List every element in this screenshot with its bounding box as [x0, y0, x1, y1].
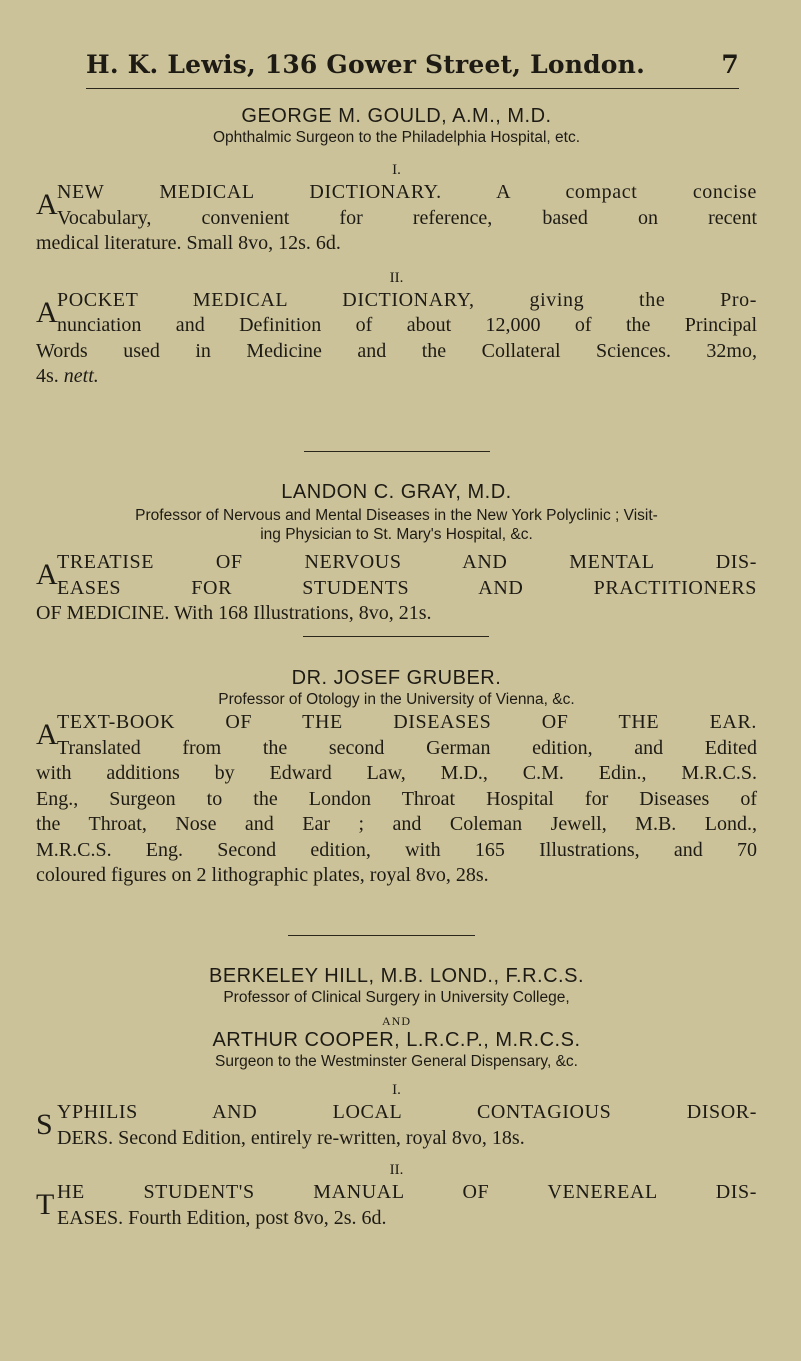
entry-line: TREATISE OF NERVOUS AND MENTAL DIS-: [57, 551, 757, 573]
author-name: DR. JOSEF GRUBER.: [291, 667, 502, 689]
entry-line: TEXT-BOOK OF THE DISEASES OF THE EAR.: [57, 711, 757, 733]
entry-number: I.: [392, 1082, 401, 1098]
section-gray: [36, 480, 757, 627]
entry-line: EASES. Fourth Edition, post 8vo, 2s. 6d.: [57, 1206, 387, 1229]
entry-line: medical literature. Small 8vo, 12s. 6d.: [36, 232, 341, 254]
author-name: LANDON C. GRAY, M.D.: [281, 481, 512, 503]
drop-cap: T: [36, 1188, 55, 1221]
author-name: GEORGE M. GOULD, A.M., M.D.: [241, 105, 552, 127]
section-gould: [36, 104, 757, 390]
entry-price: 4s.: [36, 365, 59, 387]
entry-line: nunciation and Definition of about 12,000 of the Principal: [57, 314, 757, 336]
entry-price-note: nett.: [63, 365, 99, 387]
author-description-2: Surgeon to the Westminster General Dispensary, &c.: [215, 1053, 578, 1070]
author-description: Professor of Otology in the University of Vienna, &c.: [218, 691, 575, 708]
author-description: Ophthalmic Surgeon to the Philadelphia Hospital, etc.: [212, 129, 581, 146]
entry-line: M.R.C.S. Eng. Second edition, with 165 Illustrations, and 70: [36, 838, 757, 861]
running-head: [86, 50, 739, 79]
entry-line: Vocabulary, convenient for reference, based on recent: [57, 206, 757, 229]
drop-cap: A: [36, 188, 58, 221]
entry-line: Eng., Surgeon to the London Throat Hospital for Diseases of: [36, 787, 757, 810]
book-entry-diseases-of-ear: [36, 710, 757, 889]
author-description: ing Physician to St. Mary's Hospital, &c.: [260, 526, 533, 543]
entry-line: OF MEDICINE. With 168 Illustrations, 8vo, 21s.: [36, 602, 432, 624]
section-divider: [304, 451, 490, 452]
entry-number: II.: [389, 1162, 404, 1178]
author-description: Professor of Nervous and Mental Diseases in the New York Polyclinic ; Visit-: [135, 507, 658, 524]
page-number: 7: [721, 50, 739, 79]
author-name: BERKELEY HILL, M.B. LOND., F.R.C.S.: [208, 965, 585, 987]
header-rule: [86, 88, 739, 89]
author-name-2: ARTHUR COOPER, L.R.C.P., M.R.C.S.: [212, 1029, 581, 1051]
entry-line: coloured figures on 2 lithographic plates, royal 8vo, 28s.: [36, 864, 489, 886]
book-entry-venereal-diseases: [36, 1180, 757, 1231]
drop-cap: A: [36, 558, 58, 591]
section-divider: [288, 935, 475, 936]
entry-line: DERS. Second Edition, entirely re-written, royal 8vo, 18s.: [57, 1126, 525, 1149]
section-hill-cooper: [36, 964, 757, 1231]
section-gruber: [36, 666, 757, 889]
entry-number: I.: [392, 162, 401, 178]
drop-cap: A: [36, 718, 58, 751]
running-head-title: H. K. Lewis, 136 Gower Street, London.: [86, 50, 645, 79]
book-entry-medical-dictionary: [36, 180, 757, 257]
drop-cap: S: [36, 1108, 53, 1141]
entry-line: EASES FOR STUDENTS AND PRACTITIONERS: [57, 576, 757, 599]
entry-line: Translated from the second German edition, and Edited: [57, 736, 757, 759]
entry-number: II.: [389, 269, 404, 286]
entry-line-price: [36, 364, 757, 390]
book-entry-nervous-mental-diseases: [36, 550, 757, 627]
and-conjunction: AND: [382, 1014, 411, 1028]
book-entry-pocket-dictionary: [36, 288, 757, 390]
entry-line: Words used in Medicine and the Collateral Sciences. 32mo,: [36, 339, 757, 362]
entry-line: YPHILIS AND LOCAL CONTAGIOUS DISOR-: [57, 1101, 757, 1123]
book-entry-syphilis: [36, 1100, 757, 1151]
drop-cap: A: [36, 295, 58, 329]
entry-line: NEW MEDICAL DICTIONARY. A compact concise: [57, 181, 757, 203]
entry-line: HE STUDENT'S MANUAL OF VENEREAL DIS-: [57, 1181, 757, 1203]
entry-line: with additions by Edward Law, M.D., C.M. Edin., M.R.C.S.: [36, 762, 757, 784]
section-divider: [303, 636, 489, 637]
author-description: Professor of Clinical Surgery in University College,: [223, 989, 570, 1006]
entry-line: POCKET MEDICAL DICTIONARY, giving the Pro-: [57, 288, 757, 311]
entry-line: the Throat, Nose and Ear ; and Coleman Jewell, M.B. Lond.,: [36, 813, 757, 835]
